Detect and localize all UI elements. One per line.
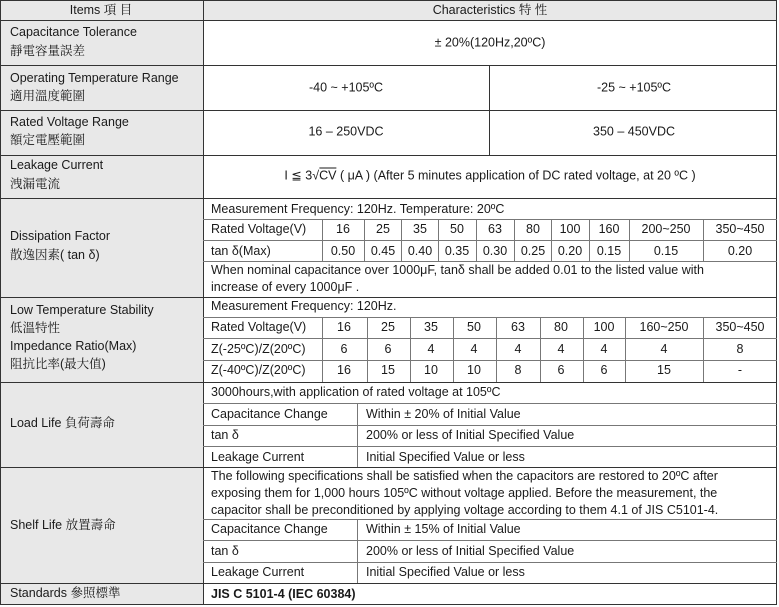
lt-z40-cell: 10: [467, 363, 481, 377]
lt-line: [203, 317, 777, 318]
df-voltage-cell: 50: [450, 222, 464, 236]
df-line: [203, 240, 777, 241]
value-rated-voltage-left: 16 – 250VDC: [308, 124, 384, 139]
lt-z25-cell: 6: [384, 342, 392, 356]
lt-z40-cell: 15: [657, 363, 671, 377]
lt-z40-cell: 6: [600, 363, 608, 377]
lt-measurement: Measurement Frequency: 120Hz.: [211, 299, 397, 313]
sl-line: [203, 519, 777, 520]
lt-line: [203, 338, 777, 339]
df-voltage-cell: 80: [526, 222, 540, 236]
df-voltage-cell: 25: [376, 222, 390, 236]
df-voltage-cell: 16: [336, 222, 350, 236]
df-voltage-cell: 63: [488, 222, 502, 236]
value-operating-temp-left: -40 ~ +105ºC: [308, 80, 384, 95]
label-rated-voltage-range-zh: 額定電壓範圍: [10, 133, 86, 147]
shelf-life-item-value: Within ± 15% of Initial Value: [366, 522, 521, 536]
label-shelf-life: Shelf Life 放置壽命: [10, 518, 116, 532]
label-operating-temp-zh: 適用溫度範圍: [10, 89, 86, 103]
row-divider: [0, 467, 777, 468]
split-divider: [489, 65, 490, 155]
lt-z25-cell: 6: [340, 342, 348, 356]
df-col: [703, 219, 704, 261]
lt-col: [625, 317, 626, 382]
load-life-item-name: tan δ: [211, 428, 239, 442]
lt-col: [540, 317, 541, 382]
lt-z40-cell: 16: [337, 363, 351, 377]
lt-row-label-z40: Z(-40ºC)/Z(20ºC): [211, 363, 306, 377]
ll-line: [203, 403, 777, 404]
column-divider: [203, 0, 204, 605]
lt-z25-cell: 4: [557, 342, 565, 356]
shelf-life-intro-line3: capacitor shall be preconditioned by applying voltage according to them 4.1 of JIS C5101-4.: [211, 503, 719, 517]
label-impedance-ratio-zh: 阻抗比率(最大值): [10, 357, 106, 371]
df-voltage-cell: 100: [559, 222, 581, 236]
label-dissipation-factor-zh: 散逸因素( tan δ): [10, 248, 100, 262]
df-tan-cell: 0.20: [727, 244, 753, 258]
lt-voltage-cell: 35: [424, 320, 438, 334]
df-tan-cell: 0.15: [596, 244, 622, 258]
lt-z25-cell: 4: [514, 342, 522, 356]
lt-z40-cell: 6: [557, 363, 565, 377]
row-divider: [0, 20, 777, 21]
value-rated-voltage-right: 350 – 450VDC: [592, 124, 676, 139]
row-divider: [0, 297, 777, 298]
row-divider: [0, 583, 777, 584]
lt-col: [496, 317, 497, 382]
load-life-item-value: Within ± 20% of Initial Value: [366, 407, 521, 421]
header-characteristics: Characteristics 特 性: [432, 3, 548, 17]
leakage-prefix: I ≦ 3: [284, 168, 313, 183]
df-col: [551, 219, 552, 261]
df-tan-cell: 0.45: [370, 244, 396, 258]
label-dissipation-factor: Dissipation Factor: [10, 229, 111, 243]
df-tan-cell: 0.50: [330, 244, 356, 258]
df-col: [514, 219, 515, 261]
shelf-life-item-name: Leakage Current: [211, 565, 305, 579]
lt-col: [703, 317, 704, 382]
ll-col: [357, 403, 358, 467]
load-life-item-name: Leakage Current: [211, 450, 305, 464]
load-life-item-value: 200% or less of Initial Specified Value: [366, 428, 575, 442]
label-low-temp: Low Temperature Stability: [10, 303, 154, 317]
lt-line: [203, 360, 777, 361]
ll-line: [203, 446, 777, 447]
lt-row-label-z25: Z(-25ºC)/Z(20ºC): [211, 342, 306, 356]
df-tan-cell: 0.40: [407, 244, 433, 258]
lt-z40-cell: 15: [381, 363, 395, 377]
load-life-intro: 3000hours,with application of rated voltage at 105ºC: [211, 385, 501, 399]
lt-voltage-cell: 350~450: [715, 320, 765, 334]
lt-voltage-cell: 50: [467, 320, 481, 334]
df-voltage-cell: 160: [598, 222, 620, 236]
df-measurement: Measurement Frequency: 120Hz. Temperature: 20ºC: [211, 202, 505, 216]
lt-voltage-cell: 80: [554, 320, 568, 334]
lt-voltage-cell: 16: [337, 320, 351, 334]
lt-z40-cell: -: [737, 363, 743, 377]
value-capacitance-tolerance: ± 20%(120Hz,20ºC): [434, 35, 546, 50]
df-row-label-tan: tan δ(Max): [211, 244, 271, 258]
shelf-life-item-value: Initial Specified Value or less: [366, 565, 525, 579]
label-load-life: Load Life 負荷壽命: [10, 416, 115, 430]
lt-voltage-cell: 25: [381, 320, 395, 334]
label-rated-voltage-range: Rated Voltage Range: [10, 115, 129, 129]
df-line: [203, 219, 777, 220]
lt-row-label-voltage: Rated Voltage(V): [211, 320, 307, 334]
df-note-line1: When nominal capacitance over 1000μF, tanδ shall be added 0.01 to the listed value with: [211, 263, 704, 277]
df-col: [589, 219, 590, 261]
label-leakage-current: Leakage Current: [10, 158, 104, 172]
header-items: Items 項 目: [69, 3, 133, 17]
label-impedance-ratio: Impedance Ratio(Max): [10, 339, 137, 353]
label-leakage-current-zh: 洩漏電流: [10, 177, 61, 191]
sl-line: [203, 562, 777, 563]
shelf-life-item-name: Capacitance Change: [211, 522, 328, 536]
lt-voltage-cell: 160~250: [639, 320, 689, 334]
lt-z25-cell: 4: [600, 342, 608, 356]
lt-z25-cell: 4: [470, 342, 478, 356]
value-leakage-current: [284, 169, 695, 184]
lt-z40-cell: 8: [514, 363, 522, 377]
label-capacitance-tolerance-zh: 靜電容量誤差: [10, 44, 86, 58]
df-col: [476, 219, 477, 261]
lt-col: [410, 317, 411, 382]
df-voltage-cell: 350~450: [715, 222, 765, 236]
df-col: [629, 219, 630, 261]
shelf-life-item-value: 200% or less of Initial Specified Value: [366, 544, 575, 558]
lt-col: [453, 317, 454, 382]
shelf-life-intro-line2: exposing them for 1,000 hours 105ºC without voltage applied. Before the measurement, the: [211, 486, 718, 500]
sl-line: [203, 540, 777, 541]
df-tan-cell: 0.15: [653, 244, 679, 258]
row-divider: [0, 155, 777, 156]
df-col: [401, 219, 402, 261]
df-tan-cell: 0.25: [520, 244, 546, 258]
leakage-suffix: ( μA ) (After 5 minutes application of DC rated voltage, at 20 ºC ): [336, 168, 696, 183]
label-low-temp-zh: 低溫特性: [10, 321, 61, 335]
lt-z40-cell: 10: [424, 363, 438, 377]
row-divider: [0, 198, 777, 199]
lt-voltage-cell: 63: [511, 320, 525, 334]
shelf-life-item-name: tan δ: [211, 544, 239, 558]
df-note-line2: increase of every 1000μF .: [211, 280, 360, 294]
lt-z25-cell: 4: [427, 342, 435, 356]
label-capacitance-tolerance: Capacitance Tolerance: [10, 25, 137, 39]
lt-z25-cell: 4: [660, 342, 668, 356]
sqrt-symbol: √: [312, 168, 320, 183]
value-operating-temp-right: -25 ~ +105ºC: [596, 80, 672, 95]
lt-z25-cell: 8: [736, 342, 744, 356]
lt-col: [322, 317, 323, 382]
lt-col: [583, 317, 584, 382]
label-operating-temp: Operating Temperature Range: [10, 71, 179, 85]
sl-col: [357, 519, 358, 583]
load-life-item-name: Capacitance Change: [211, 407, 328, 421]
row-divider: [0, 110, 777, 111]
lt-col: [367, 317, 368, 382]
df-row-label-voltage: Rated Voltage(V): [211, 222, 307, 236]
shelf-life-intro-line1: The following specifications shall be satisfied when the capacitors are restored to 20ºC after: [211, 469, 718, 483]
row-divider: [0, 65, 777, 66]
df-voltage-cell: 200~250: [641, 222, 691, 236]
leakage-radicand: CV: [319, 168, 337, 183]
df-col: [322, 219, 323, 261]
ll-line: [203, 425, 777, 426]
df-col: [364, 219, 365, 261]
lt-voltage-cell: 100: [593, 320, 615, 334]
df-tan-cell: 0.30: [482, 244, 508, 258]
load-life-item-value: Initial Specified Value or less: [366, 450, 525, 464]
value-standards: JIS C 5101-4 (IEC 60384): [211, 587, 356, 601]
df-tan-cell: 0.35: [444, 244, 470, 258]
df-line: [203, 261, 777, 262]
df-tan-cell: 0.20: [557, 244, 583, 258]
df-col: [438, 219, 439, 261]
label-standards: Standards 參照標準: [10, 586, 121, 600]
df-voltage-cell: 35: [413, 222, 427, 236]
row-divider: [0, 382, 777, 383]
